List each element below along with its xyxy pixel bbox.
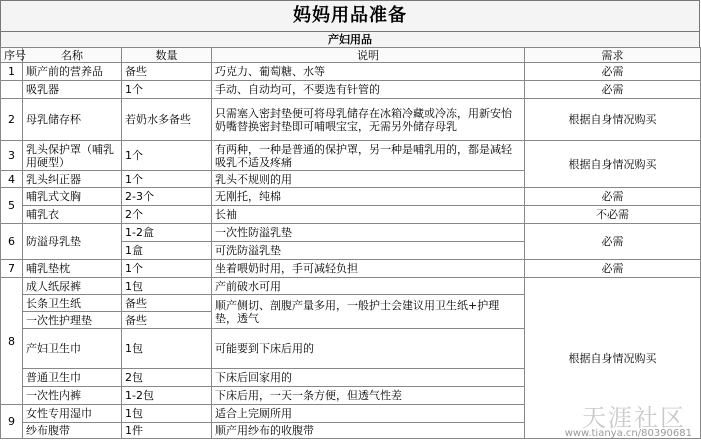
cell-name: 一次性内裤 (23, 387, 122, 405)
cell-no: 4 (1, 171, 23, 188)
cell-name: 长条卫生纸 (23, 295, 122, 312)
table-row (1, 224, 701, 242)
cell-qty: 1-2盒 (122, 224, 212, 242)
cell-name: 一次性护理垫 (23, 312, 122, 329)
table-row (1, 141, 701, 171)
cell-need: 必需 (525, 260, 701, 278)
cell-desc: 适合上完厕所用 (212, 405, 525, 423)
cell-need: 不必需 (525, 206, 701, 224)
cell-desc: 长袖 (212, 206, 525, 224)
cell-qty: 若奶水多备些 (122, 99, 212, 141)
cell-need: 必需 (525, 63, 701, 81)
cell-desc: 下床后用，一天一条方便，但透气性差 (212, 387, 525, 405)
table-row (1, 63, 701, 81)
cell-qty: 2个 (122, 206, 212, 224)
cell-desc: 手动、自动均可，不要选有针管的 (212, 81, 525, 99)
cell-no: 7 (1, 260, 23, 278)
cell-desc: 一次性防溢乳垫 (212, 224, 525, 242)
cell-no: 6 (1, 224, 23, 260)
cell-name: 产妇卫生巾 (23, 329, 122, 369)
header-need: 需求 (525, 48, 701, 63)
table-row (1, 188, 701, 206)
cell-desc: 有两种，一种是普通的保护罩，另一种是哺乳用的，都是减轻吸乳不适及疼痛 (212, 141, 525, 171)
cell-name: 哺乳衣 (23, 206, 122, 224)
cell-desc: 乳头不规则的用 (212, 171, 525, 188)
cell-name: 哺乳垫枕 (23, 260, 122, 278)
watermark-url: www.tianya.cn/80390681 (564, 428, 692, 439)
cell-desc: 巧克力、葡萄糖、水等 (212, 63, 525, 81)
cell-no (1, 81, 23, 99)
cell-name: 哺乳式文胸 (23, 188, 122, 206)
cell-desc: 产前破水可用 (212, 278, 525, 295)
cell-need: 必需 (525, 81, 701, 99)
cell-qty: 备些 (122, 63, 212, 81)
cell-name: 防溢母乳垫 (23, 224, 122, 260)
cell-desc: 可洗防溢乳垫 (212, 242, 525, 260)
cell-qty: 1个 (122, 81, 212, 99)
cell-desc: 坐着喂奶时用，手可减轻负担 (212, 260, 525, 278)
table-row (1, 278, 701, 295)
cell-name: 顺产前的营养品 (23, 63, 122, 81)
watermark-logo: 天涯社区 (582, 404, 686, 432)
cell-qty: 备些 (122, 312, 212, 329)
cell-qty: 1个 (122, 260, 212, 278)
cell-name: 纱布腹带 (23, 423, 122, 439)
cell-desc: 下床后回家用的 (212, 369, 525, 387)
cell-desc: 顺产用纱布的收腹带 (212, 423, 525, 439)
cell-desc: 只需塞入密封垫便可将母乳储存在冰箱冷藏或冷冻，用新安怡奶嘴替换密封垫即可哺喂宝宝，无需另外储存母乳 (212, 99, 525, 141)
cell-no: 8 (1, 278, 23, 405)
section-title: 产妇用品 (0, 31, 700, 48)
cell-qty: 1-2包 (122, 387, 212, 405)
cell-name: 乳头保护罩（哺乳用硬型） (23, 141, 122, 171)
header-no: 序号 (1, 48, 23, 63)
cell-no: 5 (1, 188, 23, 224)
cell-qty: 1个 (122, 171, 212, 188)
cell-need: 根据自身情况购买 (525, 278, 701, 439)
cell-name: 女性专用湿巾 (23, 405, 122, 423)
cell-name: 乳头纠正器 (23, 171, 122, 188)
header-qty: 数量 (122, 48, 212, 63)
supply-table (0, 47, 701, 439)
cell-qty: 1包 (122, 405, 212, 423)
cell-no: 2 (1, 99, 23, 141)
cell-qty: 2包 (122, 369, 212, 387)
cell-qty: 1包 (122, 329, 212, 369)
cell-need: 根据自身情况购买 (525, 99, 701, 141)
table-row (1, 206, 701, 224)
cell-qty: 1个 (122, 141, 212, 171)
cell-no: 9 (1, 405, 23, 439)
cell-need: 根据自身情况购买 (525, 141, 701, 188)
cell-name: 普通卫生巾 (23, 369, 122, 387)
cell-name: 母乳储存杯 (23, 99, 122, 141)
cell-desc: 顺产侧切、剖腹产量多用，一般护士会建议用卫生纸+护理垫，透气 (212, 295, 525, 329)
header-desc: 说明 (212, 48, 525, 63)
cell-need: 必需 (525, 224, 701, 260)
cell-no: 3 (1, 141, 23, 171)
table-row (1, 81, 701, 99)
header-row (1, 48, 701, 63)
cell-desc: 无刚托，纯棉 (212, 188, 525, 206)
cell-need: 必需 (525, 188, 701, 206)
cell-qty: 1包 (122, 278, 212, 295)
cell-qty: 2-3个 (122, 188, 212, 206)
cell-name: 成人纸尿裤 (23, 278, 122, 295)
cell-qty: 1件 (122, 423, 212, 439)
cell-no: 1 (1, 63, 23, 81)
cell-name: 吸乳器 (23, 81, 122, 99)
cell-qty: 备些 (122, 295, 212, 312)
cell-desc: 可能要到下床后用的 (212, 329, 525, 369)
table-row (1, 260, 701, 278)
header-name: 名称 (23, 48, 122, 63)
cell-qty: 1盒 (122, 242, 212, 260)
sheet-title: 妈妈用品准备 (0, 0, 700, 31)
table-row (1, 99, 701, 141)
